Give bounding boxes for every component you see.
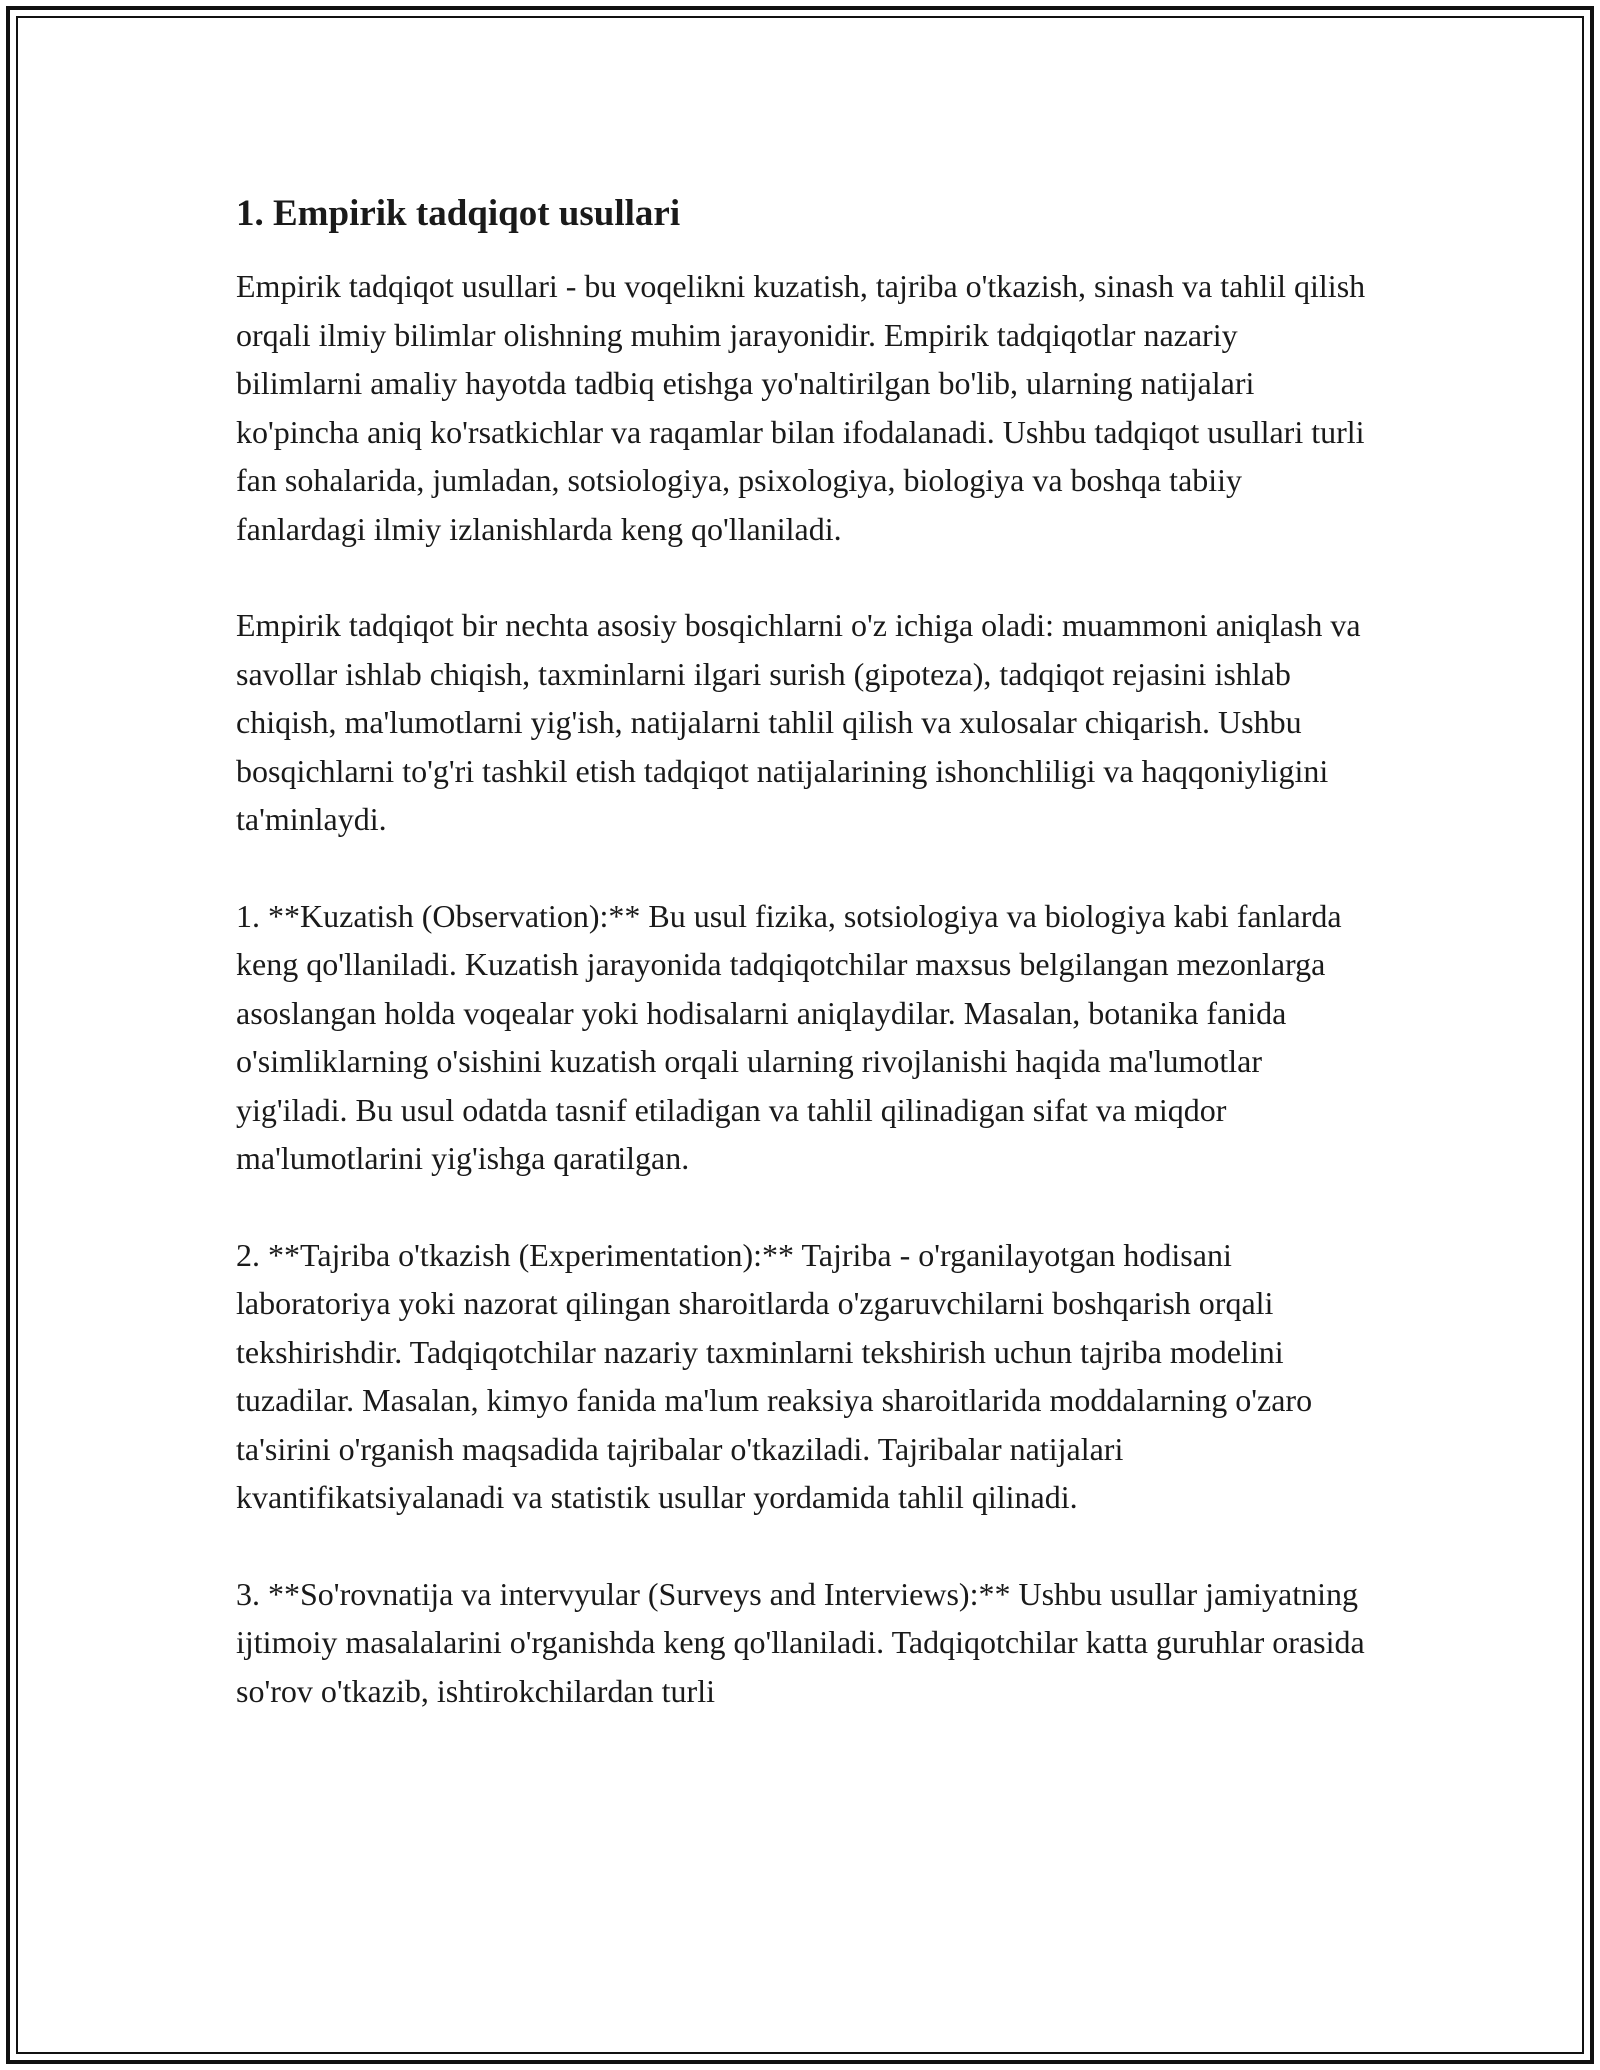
surveys-paragraph: 3. **So'rovnatija va intervyular (Surveys and Interviews):** Ushbu usullar jamiyatning ijtimoiy masalalarini o'rganishda keng qo'llaniladi. Tadqiqotchilar katta guruhlar orasida so'rov o'tkazib, ishtirokchilardan turli — [236, 1575, 1365, 1709]
observation-paragraph: 1. **Kuzatish (Observation):** Bu usul fizika, sotsiologiya va biologiya kabi fanlarda keng qo'llaniladi. Kuzatish jarayonida tadqiqotchilar maxsus belgilangan mezonlarga asoslangan holda voqealar yoki hodisalarni aniqlaydilar. Masalan, botanika fanida o'simliklarning o'sishini kuzatish orqali ularning rivojlanishi haqida ma'lumotlar yig'iladi. Bu usul odatda tasnif etiladigan va tahlil qilinadigan sifat va miqdor ma'lumotlarini yig'ishga qaratilgan. — [236, 897, 1342, 1176]
stages-paragraph: Empirik tadqiqot bir nechta asosiy bosqichlarni o'z ichiga oladi: muammoni aniqlash va savollar ishlab chiqish, taxminlarni ilgari surish (gipoteza), tadqiqot rejasini ishlab chiqish, ma'lumotlarni yig'ish, natijalarni tahlil qilish va xulosalar chiqarish. Ushbu bosqichlarni to'g'ri tashkil etish tadqiqot natijalarining ishonchliligi va haqqoniyligini ta'minlaydi. — [236, 607, 1361, 837]
document-body — [236, 188, 1366, 1763]
intro-paragraph: Empirik tadqiqot usullari - bu voqelikni kuzatish, tajriba o'tkazish, sinash va tahlil qilish orqali ilmiy bilimlar olishning muhim jarayonidir. Empirik tadqiqotlar nazariy bilimlarni amaliy hayotda tadbiq etishga yo'naltirilgan bo'lib, ularning natijalari ko'pincha aniq ko'rsatkichlar va raqamlar bilan ifodalanadi. Ushbu tadqiqot usullari turli fan sohalarida, jumladan, sotsiologiya, psixologiya, biologiya va boshqa tabiiy fanlardagi ilmiy izlanishlarda keng qo'llaniladi. — [236, 268, 1366, 547]
section-heading: 1. Empirik tadqiqot usullari — [236, 193, 681, 234]
experimentation-paragraph: 2. **Tajriba o'tkazish (Experimentation):** Tajriba - o'rganilayotgan hodisani laboratoriya yoki nazorat qilingan sharoitlarda o'zgaruvchilarni boshqarish orqali tekshirishdir. Tadqiqotchilar nazariy taxminlarni tekshirish uchun tajriba modelini tuzadilar. Masalan, kimyo fanida ma'lum reaksiya sharoitlarida moddalarning o'zaro ta'sirini o'rganish maqsadida tajribalar o'tkaziladi. Tajribalar natijalari kvantifikatsiyalanadi va statistik usullar yordamida tahlil qilinadi. — [236, 1236, 1313, 1515]
